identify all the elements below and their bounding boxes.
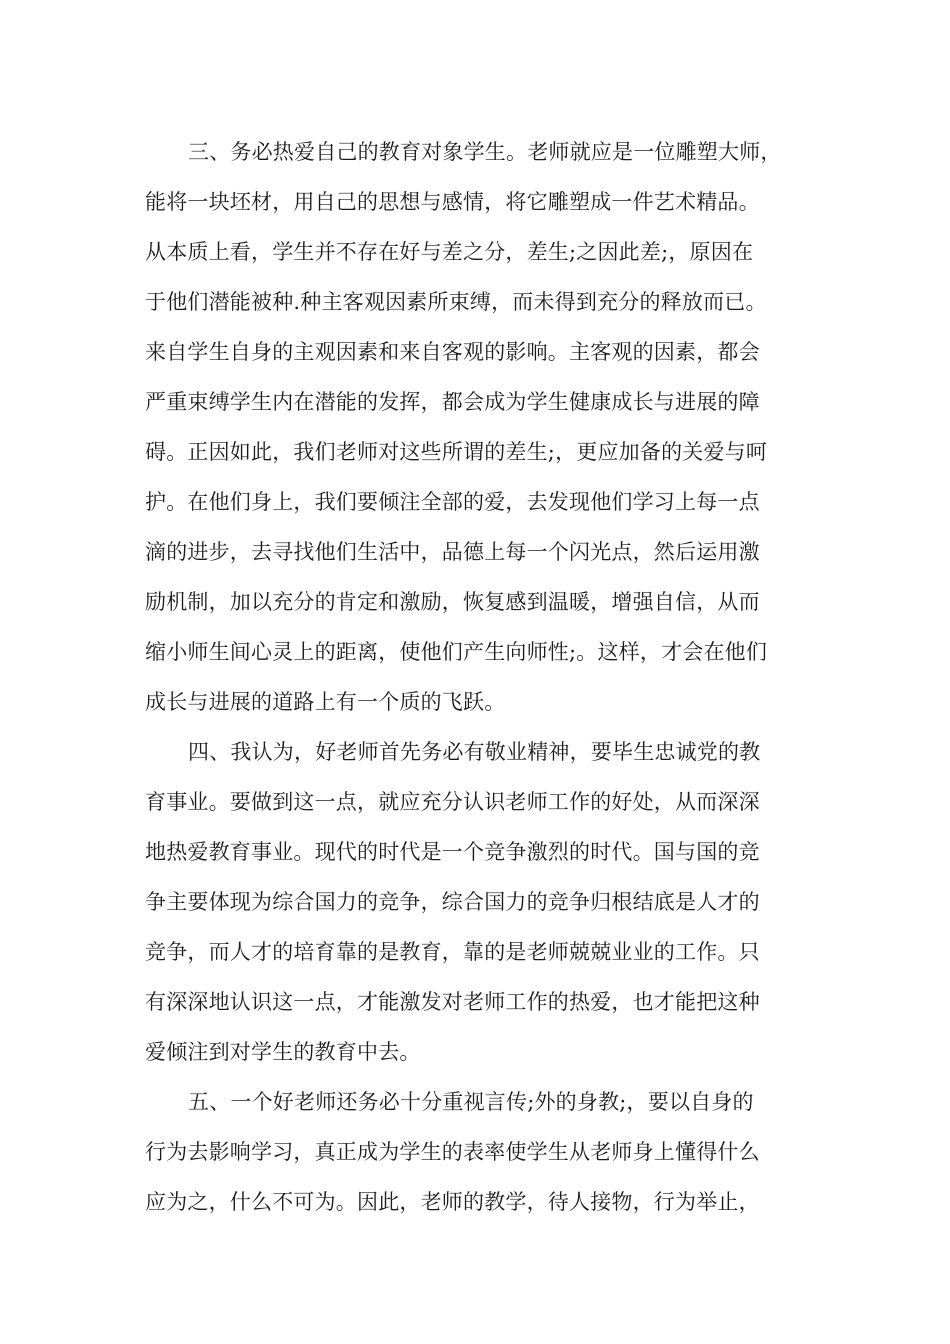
paragraph-5-line-2: 行为去影响学习，真正成为学生的表率使学生从老师身上懂得什么 [145, 1140, 760, 1164]
paragraph-4-line-5: 竞争，而人才的培育靠的是教育，靠的是老师兢兢业业的工作。只 [145, 940, 760, 964]
paragraph-3-line-8: 护。在他们身上，我们要倾注全部的爱，去发现他们学习上每一点 [145, 490, 760, 514]
paragraph-5-line-3: 应为之，什么不可为。因此，老师的教学，待人接物，行为举止， [145, 1190, 760, 1214]
paragraph-5-line-1: 五、一个好老师还务必十分重视言传;外的身教;，要以自身的 [188, 1090, 754, 1114]
paragraph-3-line-10: 励机制，加以充分的肯定和激励，恢复感到温暖，增强自信，从而 [145, 590, 760, 614]
paragraph-4-line-4: 争主要体现为综合国力的竞争，综合国力的竞争归根结底是人才的 [145, 890, 760, 914]
paragraph-3-line-3: 从本质上看，学生并不存在好与差之分，差生;之因此差;，原因在 [145, 240, 754, 264]
paragraph-3-line-1: 三、务必热爱自己的教育对象学生。老师就应是一位雕塑大师， [188, 140, 782, 164]
paragraph-3-line-5: 来自学生自身的主观因素和来自客观的影响。主客观的因素，都会 [145, 340, 760, 364]
paragraph-4-line-1: 四、我认为，好老师首先务必有敬业精神，要毕生忠诚党的教 [188, 740, 761, 764]
paragraph-4-line-6: 有深深地认识这一点，才能激发对老师工作的热爱，也才能把这种 [145, 990, 760, 1014]
paragraph-4-line-3: 地热爱教育事业。现代的时代是一个竞争激烈的时代。国与国的竞 [145, 840, 760, 864]
paragraph-3-line-7: 碍。正因如此，我们老师对这些所谓的差生;，更应加备的关爱与呵 [145, 440, 768, 464]
paragraph-4-line-7: 爱倾注到对学生的教育中去。 [145, 1040, 421, 1064]
paragraph-4-line-2: 育事业。要做到这一点，就应充分认识老师工作的好处，从而深深 [145, 790, 760, 814]
paragraph-3-line-11: 缩小师生间心灵上的距离，使他们产生向师性;。这样，才会在他们 [145, 640, 768, 664]
paragraph-3-line-12: 成长与进展的道路上有一个质的飞跃。 [145, 690, 506, 714]
paragraph-3-line-4: 于他们潜能被种.种主客观因素所束缚，而未得到充分的释放而已。 [145, 290, 767, 314]
paragraph-3-line-2: 能将一块坯材，用自己的思想与感情，将它雕塑成一件艺术精品。 [145, 190, 760, 214]
paragraph-3-line-9: 滴的进步，去寻找他们生活中，品德上每一个闪光点，然后运用激 [145, 540, 760, 564]
paragraph-3-line-6: 严重束缚学生内在潜能的发挥，都会成为学生健康成长与进展的障 [145, 390, 760, 414]
